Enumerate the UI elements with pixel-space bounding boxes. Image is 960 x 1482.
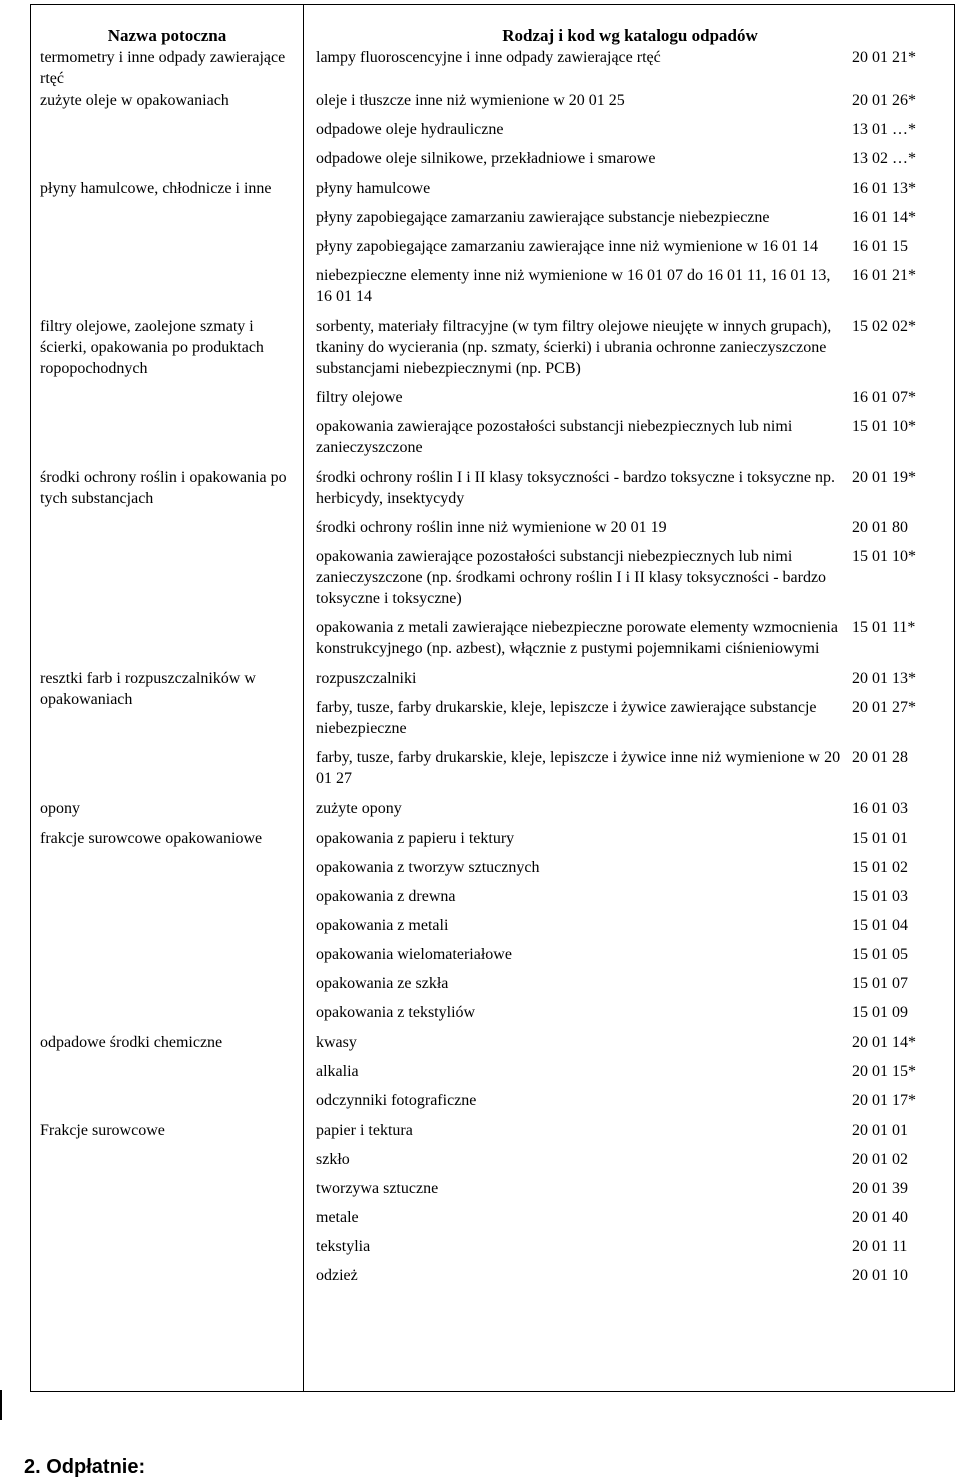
waste-entry: [304, 1061, 956, 1082]
waste-code: 20 01 02: [852, 1151, 908, 1168]
waste-code: 20 01 26*: [852, 92, 916, 109]
table-row: [30, 467, 956, 668]
waste-description: opakowania z tekstyliów: [316, 1004, 476, 1021]
waste-code: 16 01 21*: [852, 267, 916, 284]
waste-code: 15 01 05: [852, 946, 908, 963]
waste-entry: [304, 1207, 956, 1228]
waste-code: 20 01 27*: [852, 699, 916, 716]
waste-code: 13 01 …*: [852, 121, 916, 138]
waste-description: opakowania z tworzyw sztucznych: [316, 859, 540, 876]
waste-code: 16 01 13*: [852, 180, 916, 197]
section-heading: 2. Odpłatnie:: [24, 1456, 146, 1478]
waste-code: 20 01 80: [852, 519, 908, 536]
waste-entries-cell: [304, 1032, 956, 1120]
common-name-cell: odpadowe środki chemiczne: [40, 1034, 223, 1051]
waste-description: rozpuszczalniki: [316, 670, 417, 687]
waste-entry: [304, 1002, 956, 1023]
waste-entry: [304, 828, 956, 849]
common-name-cell: resztki farb i rozpuszczalników w opakowaniach: [40, 670, 256, 708]
waste-entry: [304, 467, 956, 509]
waste-entries-cell: [304, 798, 956, 828]
waste-description: filtry olejowe: [316, 389, 403, 406]
waste-description: opakowania z papieru i tektury: [316, 830, 515, 847]
table-row: [30, 1032, 956, 1120]
waste-code: 15 01 07: [852, 975, 908, 992]
waste-entry: [304, 915, 956, 936]
waste-description: papier i tektura: [316, 1122, 413, 1139]
waste-entries-cell: [304, 47, 956, 90]
table-row: [30, 668, 956, 798]
waste-entry: [304, 697, 956, 739]
waste-code: 20 01 28: [852, 749, 908, 766]
waste-description: odpadowe oleje silnikowe, przekładniowe i smarowe: [316, 150, 656, 167]
waste-description: farby, tusze, farby drukarskie, kleje, lepiszcze i żywice zawierające substancje niebezpieczne: [316, 699, 817, 737]
waste-code: 20 01 39: [852, 1180, 908, 1197]
waste-entry: [304, 617, 956, 659]
waste-code: 20 01 15*: [852, 1063, 916, 1080]
waste-entries-cell: [304, 178, 956, 316]
table-row: [30, 90, 956, 178]
waste-code: 20 01 14*: [852, 1034, 916, 1051]
waste-entry: [304, 668, 956, 689]
waste-description: środki ochrony roślin inne niż wymienione w 20 01 19: [316, 519, 667, 536]
waste-code: 15 01 09: [852, 1004, 908, 1021]
waste-code: 16 01 03: [852, 800, 908, 817]
waste-code: 20 01 01: [852, 1122, 908, 1139]
waste-code: 15 01 11*: [852, 619, 916, 636]
waste-code: 20 01 40: [852, 1209, 908, 1226]
table-row: [30, 178, 956, 316]
waste-entries-cell: [304, 90, 956, 178]
table-row: [30, 1120, 956, 1295]
waste-code: 16 01 15: [852, 238, 908, 255]
waste-description: opakowania z drewna: [316, 888, 456, 905]
waste-entry: [304, 747, 956, 789]
waste-entry: [304, 119, 956, 140]
table-row: [30, 316, 956, 467]
waste-entry: [304, 316, 956, 379]
waste-entry: [304, 178, 956, 199]
waste-entry: [304, 857, 956, 878]
waste-code: 20 01 10: [852, 1267, 908, 1284]
waste-code: 13 02 …*: [852, 150, 916, 167]
waste-code: 20 01 17*: [852, 1092, 916, 1109]
table-row: [30, 47, 956, 90]
waste-description: alkalia: [316, 1063, 359, 1080]
waste-entry: [304, 265, 956, 307]
waste-catalog-table: [30, 4, 956, 1295]
header-common-name: Nazwa potoczna: [107, 26, 227, 45]
waste-entry: [304, 1178, 956, 1199]
waste-entry: [304, 90, 956, 111]
waste-description: oleje i tłuszcze inne niż wymienione w 20 01 25: [316, 92, 625, 109]
waste-entry: [304, 148, 956, 169]
waste-code: 15 01 01: [852, 830, 908, 847]
waste-entries-cell: [304, 316, 956, 467]
waste-entry: [304, 1032, 956, 1053]
waste-entry: [304, 973, 956, 994]
waste-code: 20 01 11: [852, 1238, 908, 1255]
waste-description: opakowania wielomateriałowe: [316, 946, 512, 963]
waste-description: odzież: [316, 1267, 358, 1284]
waste-code: 15 02 02*: [852, 318, 916, 335]
waste-description: opakowania zawierające pozostałości substancji niebezpiecznych lub nimi zanieczyszczone: [316, 418, 793, 456]
waste-description: szkło: [316, 1151, 350, 1168]
waste-description: środki ochrony roślin I i II klasy toksyczności - bardzo toksyczne i toksyczne np. herbicydy, insektycydy: [316, 469, 835, 507]
waste-entry: [304, 546, 956, 609]
waste-description: kwasy: [316, 1034, 357, 1051]
common-name-cell: opony: [40, 800, 80, 817]
waste-description: lampy fluoroscencyjne i inne odpady zawierające rtęć: [316, 49, 661, 66]
margin-mark: [0, 1390, 2, 1420]
waste-code: 16 01 14*: [852, 209, 916, 226]
waste-entries-cell: [304, 1120, 956, 1295]
waste-description: odczynniki fotograficzne: [316, 1092, 477, 1109]
waste-entry: [304, 1236, 956, 1257]
waste-description: metale: [316, 1209, 359, 1226]
waste-entry: [304, 207, 956, 228]
waste-entry: [304, 1149, 956, 1170]
waste-description: płyny zapobiegające zamarzaniu zawierające substancje niebezpieczne: [316, 209, 770, 226]
waste-code: 20 01 21*: [852, 49, 916, 66]
waste-entry: [304, 944, 956, 965]
waste-description: opakowania z metali zawierające niebezpieczne porowate elementy wzmocnienia konstrukcyjnego (np. azbest), włącznie z pustymi pojemnikami ciśnieniowymi: [316, 619, 838, 657]
waste-entries-cell: [304, 668, 956, 798]
waste-entry: [304, 1090, 956, 1111]
waste-description: tworzywa sztuczne: [316, 1180, 439, 1197]
waste-code: 15 01 03: [852, 888, 908, 905]
waste-description: płyny hamulcowe: [316, 180, 431, 197]
waste-entry: [304, 1265, 956, 1286]
common-name-cell: termometry i inne odpady zawierające rtęć: [40, 49, 286, 87]
waste-code: 20 01 19*: [852, 469, 916, 486]
table-row: [30, 828, 956, 1032]
waste-code: 15 01 10*: [852, 548, 916, 565]
waste-entry: [304, 236, 956, 257]
common-name-cell: frakcje surowcowe opakowaniowe: [40, 830, 263, 847]
waste-entry: [304, 798, 956, 819]
table-header-row: [30, 4, 956, 47]
waste-entries-cell: [304, 467, 956, 668]
waste-entry: [304, 517, 956, 538]
waste-code: 16 01 07*: [852, 389, 916, 406]
waste-entries-cell: [304, 828, 956, 1032]
table-row: [30, 798, 956, 828]
waste-description: płyny zapobiegające zamarzaniu zawierające inne niż wymienione w 16 01 14: [316, 238, 818, 255]
waste-description: niebezpieczne elementy inne niż wymienione w 16 01 07 do 16 01 11, 16 01 13, 16 01 14: [316, 267, 831, 305]
waste-code: 15 01 02: [852, 859, 908, 876]
common-name-cell: płyny hamulcowe, chłodnicze i inne: [40, 180, 272, 197]
waste-entry: [304, 416, 956, 458]
common-name-cell: środki ochrony roślin i opakowania po tych substancjach: [40, 469, 287, 507]
waste-description: odpadowe oleje hydrauliczne: [316, 121, 504, 138]
common-name-cell: zużyte oleje w opakowaniach: [40, 92, 229, 109]
waste-description: farby, tusze, farby drukarskie, kleje, lepiszcze i żywice inne niż wymienione w 20 01 27: [316, 749, 841, 787]
waste-description: opakowania ze szkła: [316, 975, 449, 992]
waste-description: tekstylia: [316, 1238, 371, 1255]
waste-entry: [304, 1120, 956, 1141]
header-waste-kind-code: Rodzaj i kod wg katalogu odpadów: [502, 26, 758, 45]
waste-description: sorbenty, materiały filtracyjne (w tym filtry olejowe nieujęte w innych grupach), tkaniny do wycierania (np. szmaty, ścierki) i ubrania ochronne zanieczyszczone substancjami niebezpiecznymi (np. PCB): [316, 318, 832, 377]
waste-description: opakowania z metali: [316, 917, 449, 934]
waste-code: 15 01 10*: [852, 418, 916, 435]
common-name-cell: filtry olejowe, zaolejone szmaty i ścierki, opakowania po produktach ropopochodnych: [40, 318, 264, 377]
waste-code: 20 01 13*: [852, 670, 916, 687]
waste-entry: [304, 47, 956, 68]
waste-description: zużyte opony: [316, 800, 402, 817]
waste-description: opakowania zawierające pozostałości substancji niebezpiecznych lub nimi zanieczyszczone (np. środkami ochrony roślin I i II klasy toksyczności - bardzo toksyczne i toksyczne): [316, 548, 827, 607]
common-name-cell: Frakcje surowcowe: [40, 1122, 165, 1139]
waste-entry: [304, 387, 956, 408]
waste-entry: [304, 886, 956, 907]
waste-code: 15 01 04: [852, 917, 908, 934]
